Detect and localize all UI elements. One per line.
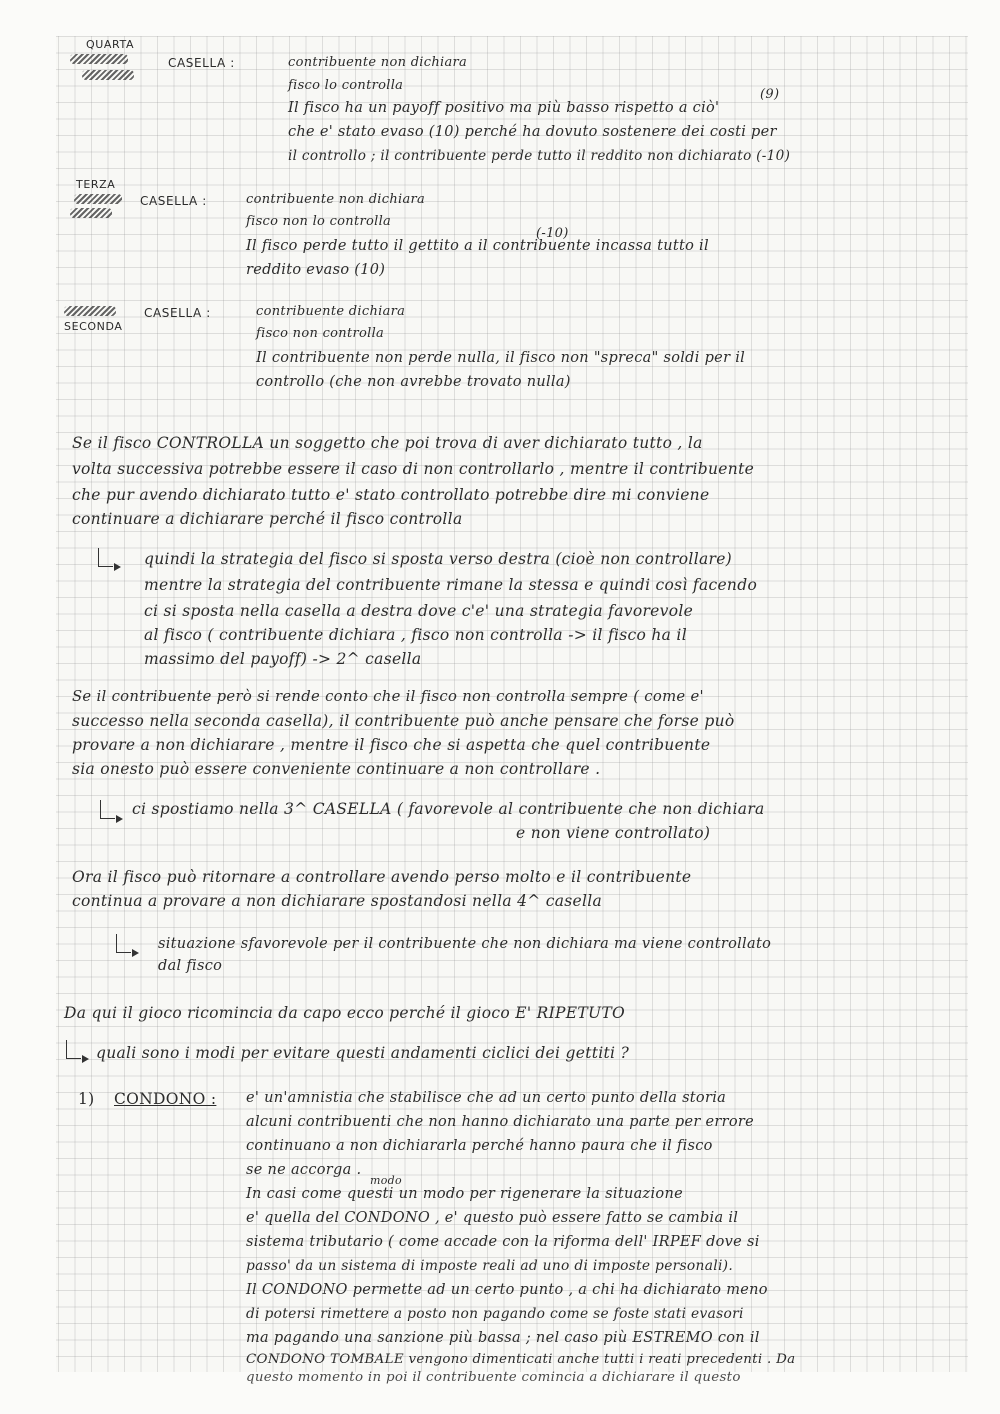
condono-line-10: di potersi rimettere a posto non pagando come se foste stati evasori: [246, 1306, 744, 1322]
para6-line-1: situazione sfavorevole per il contribuente che non dichiara ma viene controllato: [158, 936, 772, 952]
quarta-line-4: che e' stato evaso (10) perché ha dovuto sostenere dei costi per: [288, 124, 777, 140]
quarta-line-1: contribuente non dichiara: [288, 55, 468, 70]
para5-line-1: Ora il fisco può ritornare a controllare avendo perso molto e il contribuente: [72, 868, 692, 886]
scribble-mark: [74, 194, 122, 204]
para8-line-1: quali sono i modi per evitare questi andamenti ciclici dei gettiti ?: [96, 1044, 630, 1062]
seconda-line-2: fisco non controlla: [256, 326, 385, 341]
para2-line-2: mentre la strategia del contribuente rimane la stessa e quindi così facendo: [144, 576, 758, 594]
para1-line-1: Se il fisco CONTROLLA un soggetto che poi trova di aver dichiarato tutto , la: [72, 434, 703, 452]
arrow-icon: [100, 800, 115, 819]
scribble-mark: [70, 54, 128, 64]
condono-line-2: alcuni contribuenti che non hanno dichiarato una parte per errore: [246, 1114, 754, 1130]
para2-line-4: al fisco ( contribuente dichiara , fisco non controlla -> il fisco ha il: [144, 626, 687, 644]
quarta-line-5: il controllo ; il contribuente perde tutto il reddito non dichiarato (-10): [288, 148, 791, 164]
para1-line-3: che pur avendo dichiarato tutto e' stato controllato potrebbe dire mi conviene: [72, 486, 710, 504]
scribble-mark: [82, 70, 134, 80]
condono-line-11: ma pagando una sanzione più bassa ; nel caso più ESTREMO con il: [246, 1330, 760, 1346]
condono-line-8: passo' da un sistema di imposte reali ad uno di imposte personali).: [246, 1258, 734, 1274]
terza-line-4: reddito evaso (10): [246, 262, 386, 278]
condono-line-4: se ne accorga .: [246, 1162, 362, 1178]
condono-line-9: Il CONDONO permette ad un certo punto , a chi ha dichiarato meno: [246, 1282, 768, 1298]
quarta-line-2: fisco lo controlla: [288, 78, 404, 93]
condono-note: modo: [370, 1174, 402, 1187]
para3-line-3: provare a non dichiarare , mentre il fisco che si aspetta che quel contribuente: [72, 736, 711, 754]
page-margin-right: [968, 0, 1000, 1414]
para4-line-2: e non viene controllato): [516, 824, 711, 842]
page-margin-left: [0, 0, 56, 1414]
condono-line-6: e' quella del CONDONO , e' questo può essere fatto se cambia il: [246, 1210, 739, 1226]
seconda-line-4: controllo (che non avrebbe trovato nulla): [256, 374, 571, 390]
para3-line-1: Se il contribuente però si rende conto che il fisco non controlla sempre ( come e': [72, 688, 704, 705]
quarta-note: (9): [760, 87, 780, 102]
scribble-mark: [70, 208, 112, 218]
condono-line-5: In casi come questi un modo per rigenerare la situazione: [246, 1186, 683, 1202]
terza-line-1: contribuente non dichiara: [246, 192, 426, 207]
para5-line-2: continua a provare a non dichiarare spostandosi nella 4^ casella: [72, 892, 603, 910]
para4-line-1: ci spostiamo nella 3^ CASELLA ( favorevole al contribuente che non dichiara: [132, 800, 765, 818]
heading-casella: CASELLA :: [168, 56, 235, 70]
heading-casella: CASELLA :: [140, 194, 207, 208]
para6-line-2: dal fisco: [158, 958, 223, 974]
para1-line-4: continuare a dichiarare perché il fisco controlla: [72, 510, 463, 528]
heading-seconda: SECONDA: [64, 320, 123, 333]
condono-number: 1): [78, 1090, 95, 1108]
arrow-icon: [66, 1040, 81, 1059]
arrow-icon: [116, 934, 131, 953]
arrow-icon: [98, 548, 113, 567]
condono-line-13: questo momento in poi il contribuente comincia a dichiarare il questo: [246, 1370, 741, 1385]
quarta-line-3: Il fisco ha un payoff positivo ma più basso rispetto a ciò': [288, 100, 720, 116]
condono-line-12: CONDONO TOMBALE vengono dimenticati anche tutti i reati precedenti . Da: [246, 1352, 796, 1367]
heading-terza: TERZA: [76, 178, 116, 191]
condono-title: CONDONO :: [114, 1090, 217, 1108]
terza-line-2: fisco non lo controlla: [246, 214, 392, 229]
scribble-mark: [64, 306, 116, 316]
seconda-line-3: Il contribuente non perde nulla, il fisco non "spreca" soldi per il: [256, 350, 746, 366]
para1-line-2: volta successiva potrebbe essere il caso di non controllarlo , mentre il contribuente: [72, 460, 755, 478]
para2-line-1: quindi la strategia del fisco si sposta verso destra (cioè non controllare): [144, 550, 733, 568]
terza-line-3: Il fisco perde tutto il gettito a il contribuente incassa tutto il: [246, 238, 709, 254]
condono-line-1: e' un'amnistia che stabilisce che ad un certo punto della storia: [246, 1090, 727, 1106]
para3-line-4: sia onesto può essere conveniente continuare a non controllare .: [72, 760, 601, 778]
para3-line-2: successo nella seconda casella), il contribuente può anche pensare che forse può: [72, 712, 735, 730]
para2-line-3: ci si sposta nella casella a destra dove c'e' una strategia favorevole: [144, 602, 694, 620]
heading-casella: CASELLA :: [144, 306, 211, 320]
condono-line-3: continuano a non dichiararla perché hanno paura che il fisco: [246, 1138, 713, 1154]
seconda-line-1: contribuente dichiara: [256, 304, 406, 319]
page-margin-top: [0, 0, 1000, 36]
para7-line-1: Da qui il gioco ricomincia da capo ecco perché il gioco E' RIPETUTO: [64, 1004, 626, 1022]
heading-quarta: QUARTA: [86, 38, 135, 51]
para2-line-5: massimo del payoff) -> 2^ casella: [144, 650, 422, 668]
terza-note: (-10): [536, 226, 569, 241]
condono-line-7: sistema tributario ( come accade con la riforma dell' IRPEF dove si: [246, 1234, 760, 1250]
